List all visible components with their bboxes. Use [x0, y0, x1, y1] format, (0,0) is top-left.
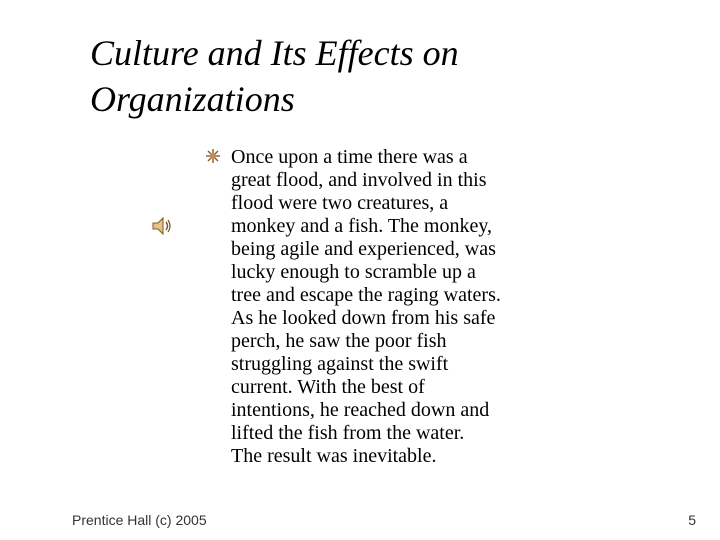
bullet-text-line: current. With the best of: [231, 376, 425, 398]
starburst-bullet-icon: [205, 148, 221, 164]
bullet-text-line: great flood, and involved in this: [231, 169, 487, 191]
bullet-text-line: perch, he saw the poor fish: [231, 330, 447, 352]
bullet-text: [231, 146, 571, 468]
bullet-text-line: tree and escape the raging waters.: [231, 284, 501, 306]
bullet-text-line: being agile and experienced, was: [231, 238, 496, 260]
bullet-text-line: monkey and a fish. The monkey,: [231, 215, 493, 237]
page-number: 5: [688, 512, 696, 528]
bullet-text-line: As he looked down from his safe: [231, 307, 496, 329]
slide-title: [90, 30, 650, 122]
slide-title-line-2: Organizations: [90, 79, 295, 119]
footer-copyright: Prentice Hall (c) 2005: [72, 512, 207, 528]
bullet-text-line: struggling against the swift: [231, 353, 449, 375]
bullet-text-line: Once upon a time there was a: [231, 146, 468, 168]
bullet-text-line: lifted the fish from the water.: [231, 422, 465, 444]
bullet-text-line: intentions, he reached down and: [231, 399, 490, 421]
bullet-text-line: flood were two creatures, a: [231, 192, 449, 214]
speaker-icon[interactable]: [150, 214, 174, 238]
slide-title-line-1: Culture and Its Effects on: [90, 33, 459, 73]
bullet-text-line: The result was inevitable.: [231, 445, 437, 467]
bullet-text-line: lucky enough to scramble up a: [231, 261, 476, 283]
